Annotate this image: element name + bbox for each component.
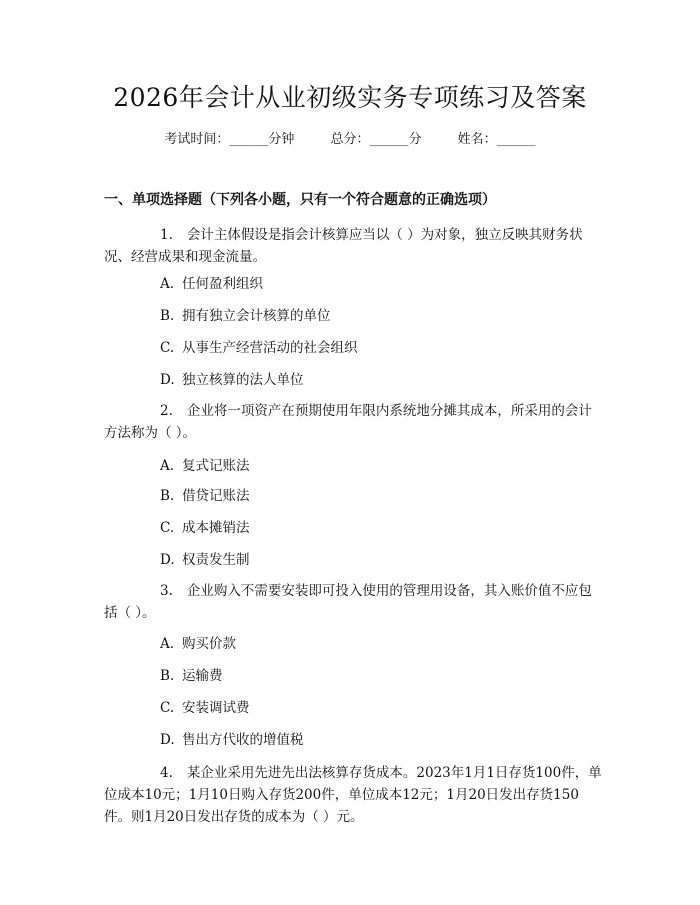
- option-a: A. 任何盈利组织: [160, 276, 263, 292]
- question-text: 2. 企业将一项资产在预期使用年限内系统地分摊其成本，所采用的会计方法称为（ ）。: [104, 400, 604, 444]
- option-c: C. 成本摊销法: [160, 520, 250, 536]
- option-c: C. 安装调试费: [160, 700, 250, 716]
- option-b: B. 借贷记账法: [160, 488, 250, 504]
- option-b: B. 拥有独立会计核算的单位: [160, 308, 331, 324]
- document-title: 2026年会计从业初级实务专项练习及答案: [113, 83, 587, 112]
- section-heading: 一、单项选择题（下列各小题，只有一个符合题意的正确选项）: [104, 192, 496, 208]
- option-c: C. 从事生产经营活动的社会组织: [160, 340, 358, 356]
- question-text: 4. 某企业采用先进先出法核算存货成本。2023年1月1日存货100件，单位成本10元；1月10日购入存货200件，单位成本12元；1月20日发出存货150件。则1月20日发出存货的成本为（ ）元。: [104, 762, 604, 828]
- question-number: 2.: [160, 403, 173, 419]
- exam-info-line: [0, 130, 700, 150]
- question-4: [104, 762, 604, 828]
- name-field: 姓名：______: [457, 132, 536, 147]
- question-3: [104, 580, 604, 624]
- option-d: D. 售出方代收的增值税: [160, 732, 304, 748]
- question-number: 4.: [160, 765, 173, 781]
- option-b: B. 运输费: [160, 668, 223, 684]
- exam-time-field: 考试时间：______分钟: [164, 132, 295, 147]
- option-a: A. 购买价款: [160, 636, 236, 652]
- question-2: [104, 400, 604, 444]
- question-1: [104, 224, 604, 268]
- question-text: 3. 企业购入不需要安装即可投入使用的管理用设备，其入账价值不应包括（ ）。: [104, 580, 604, 624]
- total-score-field: 总分：______分: [330, 132, 422, 147]
- question-text: 1. 会计主体假设是指会计核算应当以（ ）为对象，独立反映其财务状况、经营成果和现金流量。: [104, 224, 604, 268]
- question-number: 3.: [160, 583, 173, 599]
- option-a: A. 复式记账法: [160, 458, 250, 474]
- option-d: D. 权责发生制: [160, 552, 250, 568]
- question-number: 1.: [160, 227, 173, 243]
- option-d: D. 独立核算的法人单位: [160, 372, 304, 388]
